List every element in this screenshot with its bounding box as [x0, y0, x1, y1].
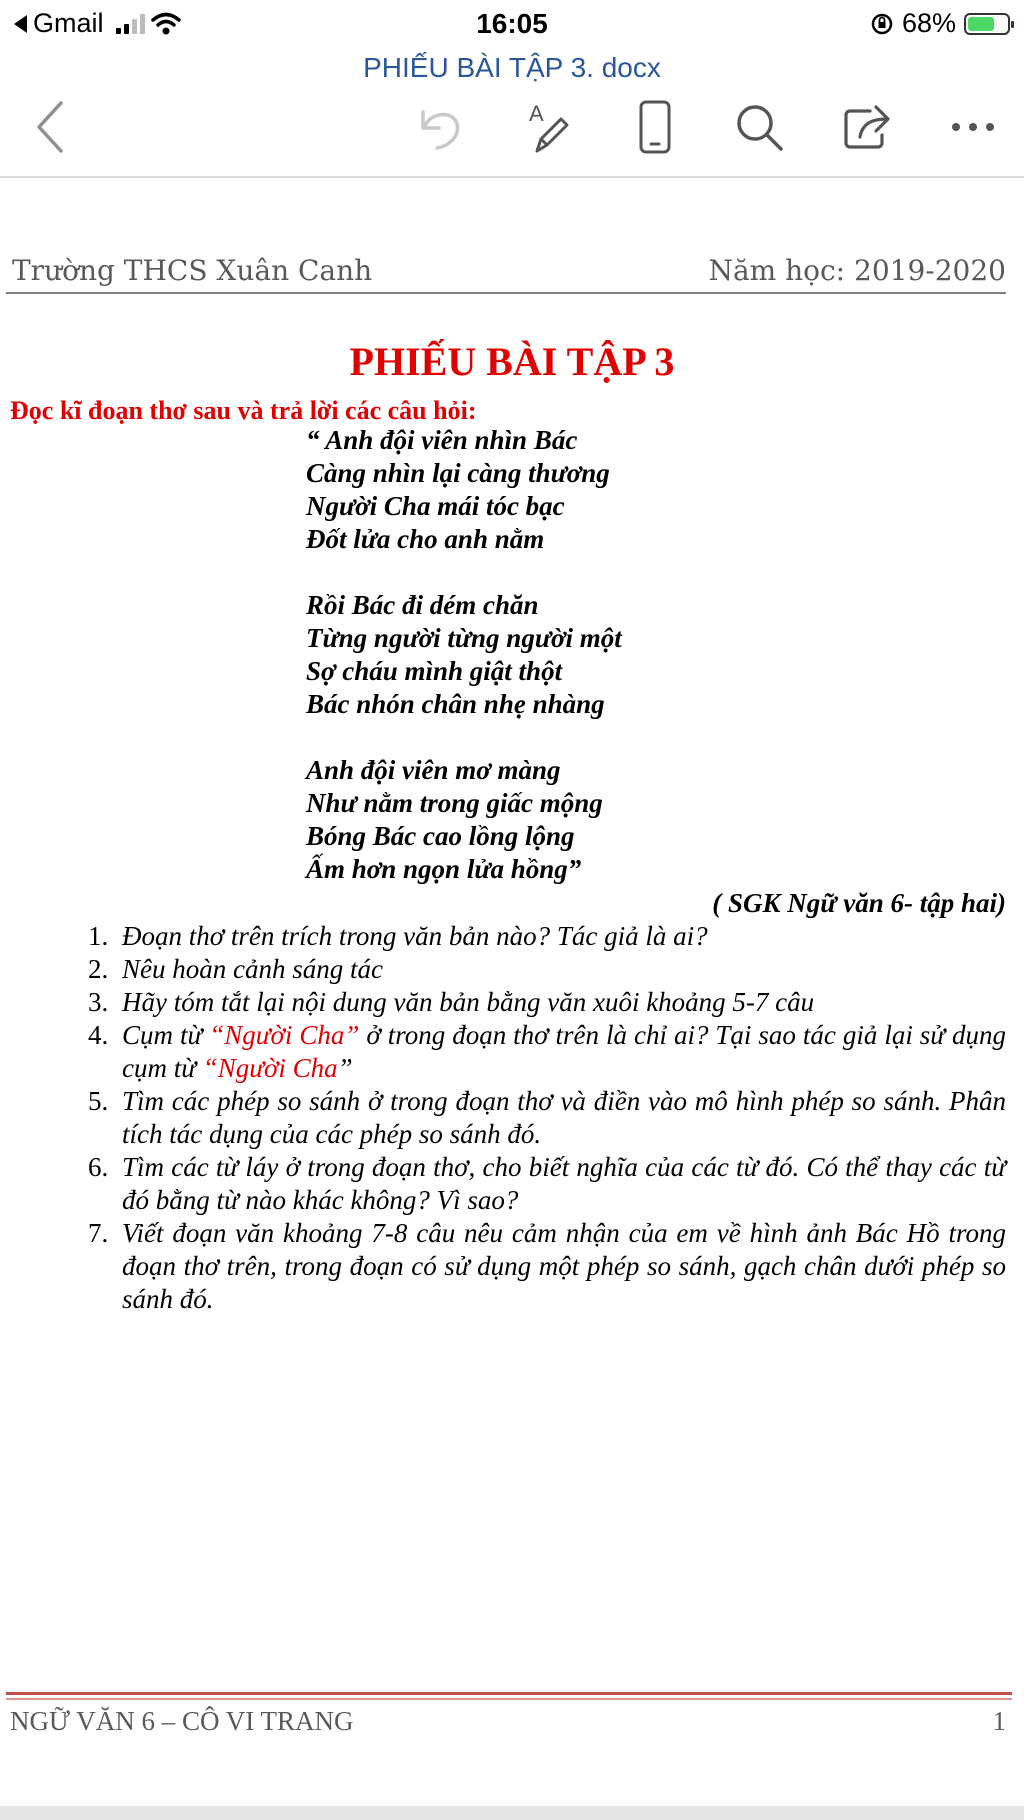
- undo-button[interactable]: [405, 92, 475, 162]
- poem-line: “ Anh đội viên nhìn Bác: [306, 425, 578, 455]
- page-footer: [10, 1706, 1006, 1737]
- clock: 16:05: [476, 8, 548, 39]
- question-list: [88, 920, 1006, 1316]
- question-item: 2. Nêu hoàn cảnh sáng tác: [88, 954, 383, 984]
- footer-rule: [6, 1692, 1012, 1695]
- highlight-phrase: “Người Cha: [202, 1053, 338, 1083]
- mobile-view-icon: [637, 99, 673, 155]
- instruction-text: Đọc kĩ đoạn thơ sau và trả lời các câu hỏi:: [10, 396, 477, 425]
- page-number: 1: [992, 1706, 1006, 1736]
- poem: [306, 424, 622, 886]
- question-item: 6. Tìm các từ láy ở trong đoạn thơ, cho biết nghĩa của các từ đó. Có thể thay các từ đó bằng từ nào khác không? Vì sao?: [88, 1152, 1006, 1215]
- poem-line: Như nằm trong giấc mộng: [306, 788, 603, 818]
- svg-text:A: A: [529, 101, 544, 126]
- undo-icon: [415, 102, 465, 152]
- poem-line: Rồi Bác đi dém chăn: [306, 590, 539, 620]
- search-icon: [733, 101, 785, 153]
- battery-icon: [964, 13, 1010, 35]
- more-icon: [950, 121, 996, 133]
- mobile-view-button[interactable]: [620, 92, 690, 162]
- poem-line: Từng người từng người một: [306, 623, 622, 653]
- poem-line: Sợ cháu mình giật thột: [306, 656, 563, 686]
- poem-source: ( SGK Ngữ văn 6- tập hai): [712, 888, 1006, 918]
- header-rule: [6, 292, 1006, 294]
- footer-rule-thin: [6, 1698, 1012, 1700]
- toolbar: [0, 92, 1024, 164]
- poem-line: Bác nhón chân nhẹ nhàng: [306, 689, 605, 719]
- back-button[interactable]: [16, 92, 86, 162]
- question-item: 4. Cụm từ “Người Cha” ở trong đoạn thơ trên là chỉ ai? Tại sao tác giả lại sử dụng cụm từ “Người Cha”: [88, 1020, 1006, 1083]
- search-button[interactable]: [724, 92, 794, 162]
- orientation-lock-icon: [870, 12, 894, 36]
- format-text-button[interactable]: [513, 92, 583, 162]
- header-school-year: Năm học: 2019-2020: [708, 254, 1006, 287]
- poem-line: Bóng Bác cao lồng lộng: [306, 821, 575, 851]
- back-app-label: Gmail: [33, 8, 104, 38]
- question-item: 5. Tìm các phép so sánh ở trong đoạn thơ và điền vào mô hình phép so sánh. Phân tích tác dụng của các phép so sánh đó.: [88, 1086, 1006, 1149]
- more-button[interactable]: [938, 92, 1008, 162]
- poem-line: Ấm hơn ngọn lửa hồng”: [306, 854, 582, 884]
- poem-line: Càng nhìn lại càng thương: [306, 458, 610, 488]
- question-item: 3. Hãy tóm tắt lại nội dung văn bản bằng văn xuôi khoảng 5-7 câu: [88, 987, 815, 1017]
- worksheet-heading: PHIẾU BÀI TẬP 3: [349, 339, 675, 384]
- highlight-phrase: “Người Cha”: [209, 1020, 360, 1050]
- question-item: 7. Viết đoạn văn khoảng 7-8 câu nêu cảm nhận của em về hình ảnh Bác Hồ trong đoạn thơ trên, trong đoạn có sử dụng một phép so sánh, gạch chân dưới phép so sánh đó.: [88, 1218, 1006, 1314]
- status-right: [870, 8, 1010, 39]
- poem-line: Đốt lửa cho anh nằm: [306, 524, 545, 554]
- share-icon: [840, 101, 892, 153]
- question-item: 1. Đoạn thơ trên trích trong văn bản nào? Tác giả là ai?: [88, 921, 708, 951]
- share-button[interactable]: [831, 92, 901, 162]
- header-school: Trường THCS Xuân Canh: [12, 254, 373, 287]
- format-text-icon: [523, 99, 573, 155]
- poem-line: Anh đội viên mơ màng: [306, 755, 561, 785]
- footer-course: NGỮ VĂN 6 – CÔ VI TRANG: [10, 1706, 354, 1736]
- status-bar: [0, 0, 1024, 52]
- back-chevron-icon: [31, 99, 71, 155]
- document-title: PHIẾU BÀI TẬP 3. docx: [363, 52, 661, 83]
- page-header: [12, 254, 1006, 287]
- battery-percent: 68%: [901, 8, 956, 38]
- page-gutter: [0, 1806, 1024, 1820]
- poem-line: Người Cha mái tóc bạc: [306, 491, 565, 521]
- document-page: [0, 178, 1024, 1778]
